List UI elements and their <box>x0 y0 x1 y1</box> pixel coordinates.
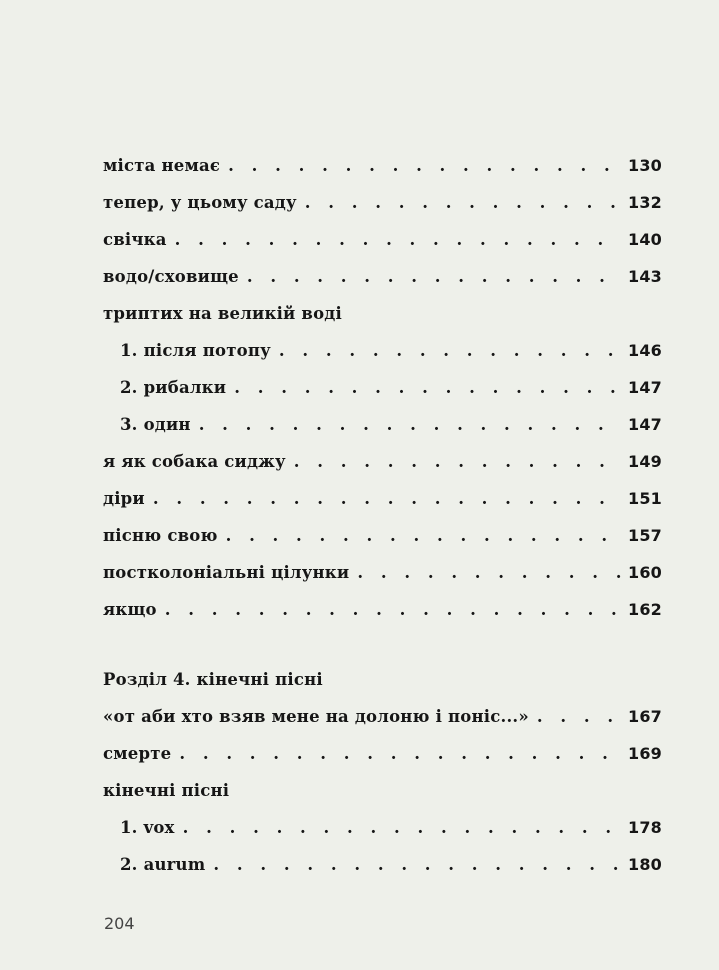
toc-leader-dots <box>175 230 622 249</box>
toc-heading <box>103 781 662 807</box>
toc-entry-title: 3. один <box>120 415 191 434</box>
toc-entry-page: 151 <box>628 489 662 508</box>
toc-entry-page: 162 <box>628 600 662 619</box>
toc-leader-dots <box>294 452 622 471</box>
toc-entry <box>120 855 662 881</box>
toc-entry <box>103 744 662 770</box>
toc-entry-title: триптих на великій воді <box>103 304 342 323</box>
toc-entry-page: 178 <box>628 818 662 837</box>
toc-leader-dots <box>183 818 622 837</box>
toc-entry <box>103 156 662 182</box>
toc-entry <box>103 267 662 293</box>
toc-entry <box>103 563 662 589</box>
toc-entry-title: якщо <box>103 600 157 619</box>
toc-entry-title: 1. після потопу <box>120 341 271 360</box>
toc-entry-page: 180 <box>628 855 662 874</box>
toc-leader-dots <box>228 156 622 175</box>
toc-entry-page: 147 <box>628 378 662 397</box>
toc-entry-page: 146 <box>628 341 662 360</box>
toc-entry-page: 130 <box>628 156 662 175</box>
toc-entry <box>103 230 662 256</box>
toc-leader-dots <box>357 563 622 582</box>
toc-leader-dots <box>305 193 622 212</box>
toc-leader-dots <box>153 489 622 508</box>
toc-leader-dots <box>213 855 622 874</box>
toc-leader-dots <box>247 267 622 286</box>
toc-entry-title: смерте <box>103 744 172 763</box>
toc-leader-dots <box>165 600 622 619</box>
toc-entry-page: 147 <box>628 415 662 434</box>
toc-entry-page: 149 <box>628 452 662 471</box>
toc-leader-dots <box>199 415 622 434</box>
toc-entry-page: 140 <box>628 230 662 249</box>
toc-leader-dots <box>279 341 622 360</box>
toc-entry <box>120 818 662 844</box>
toc-entry-title: Розділ 4. кінечні пісні <box>103 670 323 689</box>
toc-entry <box>120 341 662 367</box>
toc-entry <box>103 600 662 626</box>
toc-entry <box>103 707 662 733</box>
toc-entry <box>120 378 662 404</box>
toc-entry-title: міста немає <box>103 156 221 175</box>
toc-heading <box>103 304 662 330</box>
toc-entry-title: кінечні пісні <box>103 781 230 800</box>
toc-entry-title: водо/сховище <box>103 267 239 286</box>
toc-entry-page: 160 <box>628 563 662 582</box>
toc-entry-page: 169 <box>628 744 662 763</box>
toc-entry-page: 157 <box>628 526 662 545</box>
toc-leader-dots <box>234 378 622 397</box>
toc-entry-page: 167 <box>628 707 662 726</box>
toc-entry-title: 1. vox <box>120 818 175 837</box>
toc-entry-title: свічка <box>103 230 167 249</box>
toc-entry-title: я як собака сиджу <box>103 452 286 471</box>
toc-entry <box>103 489 662 515</box>
toc-entry-title: пісню свою <box>103 526 218 545</box>
toc-entry <box>103 452 662 478</box>
toc-entry <box>103 193 662 219</box>
toc-leader-dots <box>179 744 622 763</box>
toc-leader-dots <box>537 707 622 726</box>
toc-entry-title: 2. aurum <box>120 855 206 874</box>
toc-entry <box>103 526 662 552</box>
toc-leader-dots <box>226 526 622 545</box>
toc-entry-page: 143 <box>628 267 662 286</box>
toc-entry-title: 2. рибалки <box>120 378 227 397</box>
toc-entry-page: 132 <box>628 193 662 212</box>
toc-entry-title: діри <box>103 489 145 508</box>
toc-entry-title: постколоніальні цілунки <box>103 563 350 582</box>
toc-entry <box>120 415 662 441</box>
toc-section-heading <box>103 670 662 696</box>
toc-entry-title: «от аби хто взяв мене на долоню і поніс...» <box>103 707 529 726</box>
toc-entry-title: тепер, у цьому саду <box>103 193 297 212</box>
page-number: 204 <box>104 914 135 933</box>
